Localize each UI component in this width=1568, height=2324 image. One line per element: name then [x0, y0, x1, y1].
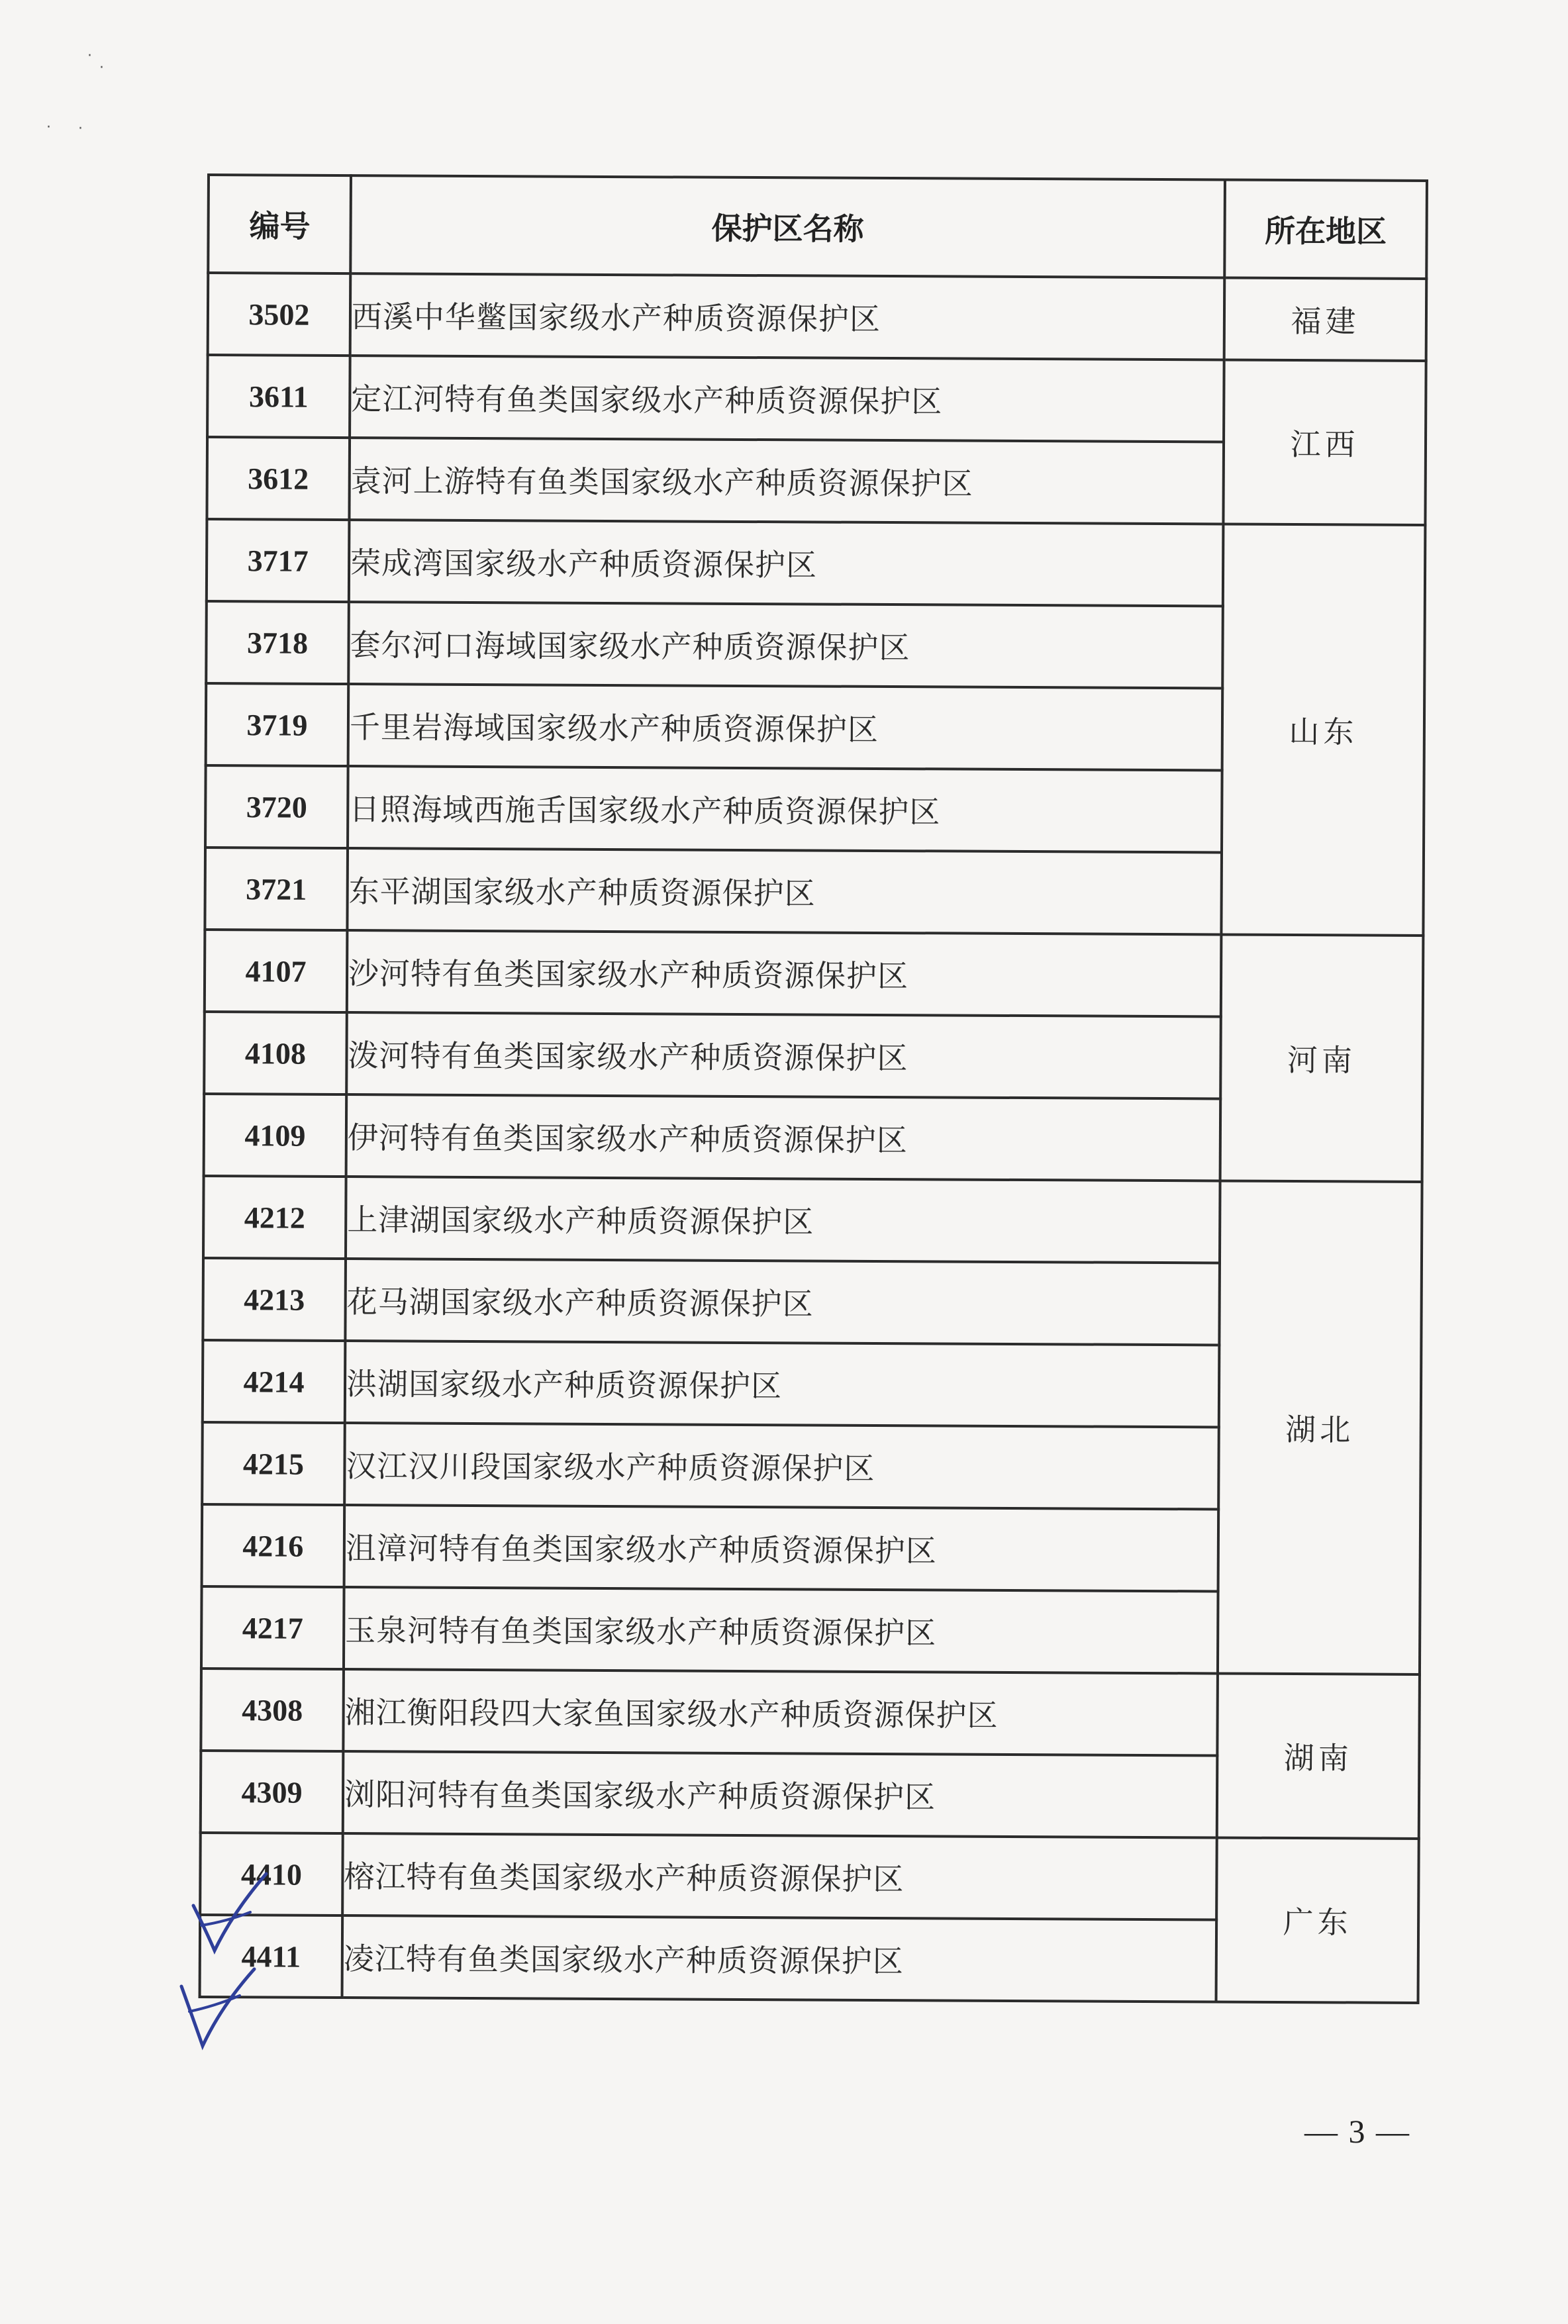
reserve-name: 西溪中华鳖国家级水产种质资源保护区 [350, 273, 1225, 360]
reserve-name: 套尔河口海域国家级水产种质资源保护区 [348, 602, 1223, 688]
handwritten-check-icon [187, 1866, 273, 1959]
reserve-id: 3717 [207, 519, 350, 602]
table-row [200, 1833, 1419, 1921]
reserve-id: 3720 [205, 765, 348, 848]
reserve-name: 袁河上游特有鱼类国家级水产种质资源保护区 [349, 438, 1224, 524]
region-cell: 广东 [1216, 1837, 1419, 2002]
table-row [207, 355, 1426, 443]
reserve-name: 汉江汉川段国家级水产种质资源保护区 [344, 1423, 1219, 1509]
table-body [200, 273, 1427, 2003]
reserve-id: 4308 [201, 1669, 344, 1751]
region-cell: 湖南 [1217, 1673, 1420, 1838]
reserve-name: 凌江特有鱼类国家级水产种质资源保护区 [342, 1915, 1217, 2002]
scan-speck: · [78, 121, 83, 137]
reserve-name: 榕江特有鱼类国家级水产种质资源保护区 [342, 1833, 1217, 1919]
reserve-name: 泼河特有鱼类国家级水产种质资源保护区 [346, 1012, 1221, 1098]
table-header-row [208, 175, 1427, 279]
reserve-name: 玉泉河特有鱼类国家级水产种质资源保护区 [344, 1587, 1218, 1673]
table-row [201, 1669, 1420, 1757]
header-name: 保护区名称 [350, 175, 1225, 277]
reserve-id: 4213 [203, 1258, 346, 1341]
table-row [207, 519, 1426, 607]
scan-speck: · [46, 119, 51, 136]
header-region: 所在地区 [1224, 180, 1427, 279]
reserve-name: 日照海域西施舌国家级水产种质资源保护区 [348, 766, 1222, 852]
reserve-name: 荣成湾国家级水产种质资源保护区 [349, 520, 1224, 606]
reserve-name: 浏阳河特有鱼类国家级水产种质资源保护区 [343, 1751, 1218, 1837]
reserve-id: 3502 [208, 273, 351, 356]
scan-speck: · [99, 60, 104, 76]
region-cell: 湖北 [1218, 1181, 1422, 1674]
page-number: — 3 — [1304, 2113, 1410, 2150]
reserve-name: 千里岩海域国家级水产种质资源保护区 [348, 684, 1223, 770]
reserve-id: 4109 [204, 1094, 347, 1177]
table-row [208, 273, 1427, 361]
reserve-name: 花马湖国家级水产种质资源保护区 [345, 1259, 1220, 1345]
region-cell: 山东 [1221, 524, 1425, 936]
reserve-name: 沙河特有鱼类国家级水产种质资源保护区 [347, 930, 1222, 1016]
reserve-name: 沮漳河特有鱼类国家级水产种质资源保护区 [344, 1505, 1219, 1591]
table-row [205, 930, 1424, 1018]
reserve-id: 3611 [207, 355, 350, 438]
reserve-id: 4214 [203, 1340, 346, 1423]
reserve-name: 定江河特有鱼类国家级水产种质资源保护区 [350, 356, 1224, 442]
reserve-id: 4212 [203, 1176, 346, 1259]
table-row [203, 1176, 1422, 1264]
reserve-name: 洪湖国家级水产种质资源保护区 [345, 1341, 1220, 1427]
handwritten-check-icon [173, 1960, 260, 2053]
reserve-name: 上津湖国家级水产种质资源保护区 [346, 1177, 1220, 1263]
header-id: 编号 [208, 175, 351, 273]
reserve-id: 4107 [205, 930, 348, 1012]
reserve-name: 湘江衡阳段四大家鱼国家级水产种质资源保护区 [343, 1669, 1218, 1755]
reserve-id: 3718 [206, 601, 349, 684]
reserve-name: 东平湖国家级水产种质资源保护区 [347, 848, 1222, 934]
region-cell: 福建 [1224, 278, 1427, 361]
reserve-id: 4108 [204, 1012, 347, 1094]
reserve-id: 4216 [202, 1504, 345, 1587]
reserve-id: 4309 [201, 1751, 344, 1833]
region-cell: 江西 [1223, 360, 1426, 525]
reserve-table [199, 173, 1428, 2004]
reserve-name: 伊河特有鱼类国家级水产种质资源保护区 [346, 1094, 1221, 1181]
reserve-id: 3719 [206, 683, 349, 766]
reserve-id: 3612 [207, 437, 350, 520]
region-cell: 河南 [1220, 934, 1424, 1181]
reserve-id: 3721 [205, 847, 348, 930]
reserve-id: 4215 [202, 1422, 345, 1505]
reserve-id: 4410 [200, 1833, 343, 1915]
scan-speck: · [87, 48, 92, 64]
reserve-id: 4217 [201, 1586, 344, 1669]
reserve-id: 4411 [200, 1915, 343, 1998]
